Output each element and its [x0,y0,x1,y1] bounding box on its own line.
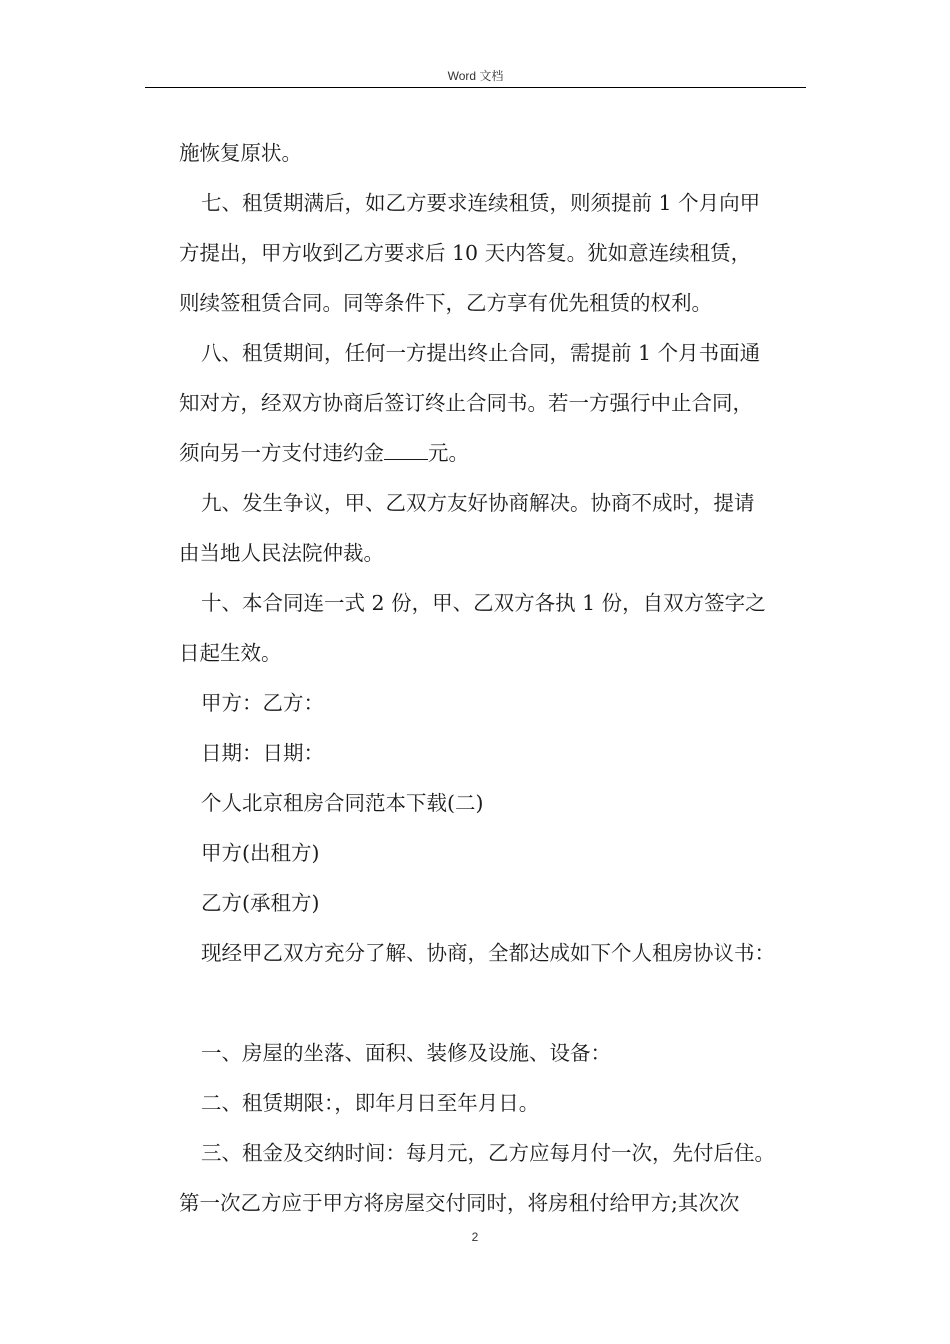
penalty-amount-blank [384,437,428,460]
paragraph-line: 施恢复原状。 [179,141,302,165]
paragraph-line: 方提出，甲方收到乙方要求后 10 天内答复。犹如意连续租赁， [179,241,752,265]
page-number: 2 [471,1230,479,1244]
empty-line [179,978,819,1028]
penalty-text: 须向另一方支付违约金 [179,441,384,465]
section-title: 个人北京租房合同范本下载(二) [201,791,484,815]
paragraph-line: 九、发生争议，甲、乙双方友好协商解决。协商不成时，提请 [201,491,755,515]
paragraph-line: 知对方，经双方协商后签订终止合同书。若一方强行中止合同， [179,391,753,415]
page-header [145,68,806,88]
paragraph-line: 十、本合同连一式 2 份，甲、乙双方各执 1 份，自双方签字之 [201,591,766,615]
paragraph-line: 现经甲乙双方充分了解、协商，全都达成如下个人租房协议书： [201,941,775,965]
paragraph-line [179,428,819,478]
party-a-line: 甲方(出租方) [201,841,320,865]
header-divider [145,87,806,88]
paragraph-line: 则续签租赁合同。同等条件下，乙方享有优先租赁的权利。 [179,291,712,315]
paragraph-line: 日起生效。 [179,641,282,665]
penalty-unit: 元。 [428,441,469,465]
paragraph-line: 一、房屋的坐落、面积、装修及设施、设备： [201,1041,611,1065]
paragraph-line: 七、租赁期满后，如乙方要求连续租赁，则须提前 1 个月向甲 [201,191,761,215]
signature-party-line: 甲方：乙方： [201,691,324,715]
paragraph-line: 二、租赁期限：，即年月日至年月日。 [201,1091,540,1115]
header-title: Word 文档 [447,69,504,83]
paragraph-line: 八、租赁期间，任何一方提出终止合同，需提前 1 个月书面通 [201,341,761,365]
document-body [179,128,819,1228]
paragraph-line: 由当地人民法院仲裁。 [179,541,384,565]
signature-date-line: 日期：日期： [201,741,324,765]
party-b-line: 乙方(承租方) [201,891,320,915]
paragraph-line: 第一次乙方应于甲方将房屋交付同时，将房租付给甲方;其次次 [179,1191,740,1215]
paragraph-line: 三、租金及交纳时间：每月元，乙方应每月付一次，先付后住。 [201,1141,775,1165]
